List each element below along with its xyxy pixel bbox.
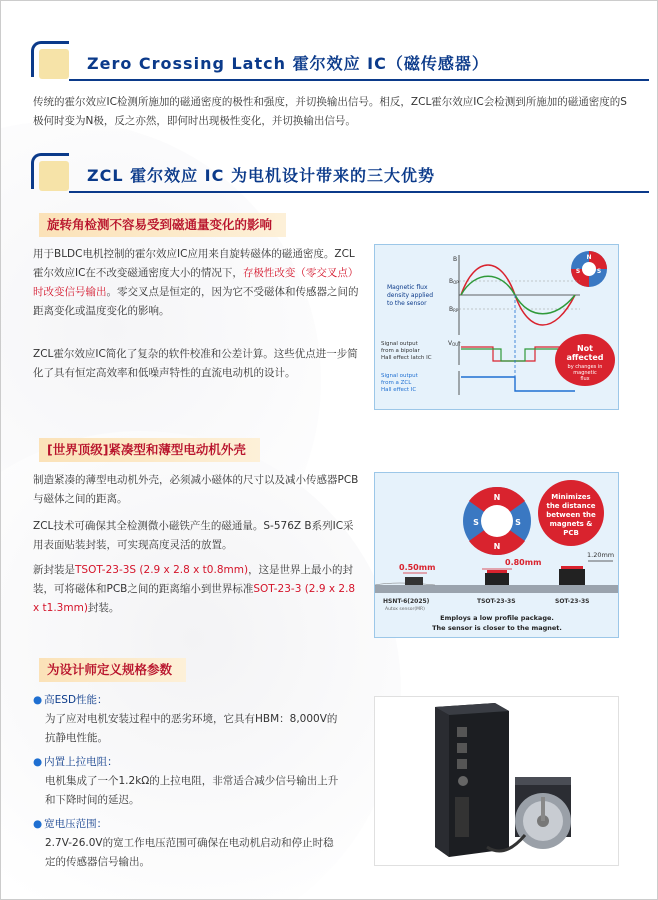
badge-line-1: Minimizes xyxy=(551,493,591,501)
zero-crossing-diagram xyxy=(374,244,619,410)
text-span: 新封装是 xyxy=(33,564,75,576)
advantage-2-paragraph-3 xyxy=(33,561,363,618)
spec-item xyxy=(33,815,343,872)
header-bracket xyxy=(31,41,69,77)
intro-paragraph: 传统的霍尔效应IC检测所施加的磁通密度的极性和强度，并切换输出信号。相反，ZCL霍尔效应IC会检测到所施加的磁通密度的S极何时变为N极，反之亦然，即何时出现极性变化，并切换输出信号。 xyxy=(33,96,627,127)
zcl-output xyxy=(461,377,575,391)
spec-item-title xyxy=(33,815,343,834)
spec-title-text: 高ESD性能： xyxy=(44,694,108,706)
package-comparison-diagram xyxy=(374,472,619,638)
spec-title-text: 内置上拉电阻： xyxy=(44,756,118,768)
bop-label: BOP xyxy=(449,278,459,285)
ring-s-label: S xyxy=(473,518,479,527)
header-rule xyxy=(69,79,649,81)
badge-main-line-2: affected xyxy=(566,353,604,362)
section-title: Zero Crossing Latch 霍尔效应 IC（磁传感器） xyxy=(87,54,489,73)
package-tsot xyxy=(485,573,509,585)
vout-label: VOUT xyxy=(448,340,461,347)
caption-line-2: The sensor is closer to the magnet. xyxy=(432,624,562,632)
text-span: 。零交叉点是恒定的，因为它不受磁体和传感器之间的距离变化或温度变化的影响。 xyxy=(33,286,359,317)
flux-label-line-2: density applied xyxy=(387,292,434,299)
port xyxy=(457,743,467,753)
highlight-text: SOT-23-3 (2.9 x 2.8 x t1.3mm) xyxy=(33,583,356,614)
highlight-text: 存极性改变（零交叉点）时改变信号输出 xyxy=(33,267,359,298)
advantage-1-heading: 旋转角检测不容易受到磁通量变化的影响 xyxy=(39,213,286,237)
flux-label-line-3: to the sensor xyxy=(387,300,427,307)
package-label-hsnt: HSNT-6(2025) xyxy=(383,598,430,605)
ring-n-label: N xyxy=(493,493,501,502)
caption-line-1: Employs a low profile package. xyxy=(440,614,554,622)
spec-title-text: 宽电压范围： xyxy=(44,818,108,830)
advantage-3-heading: 为设计师定义规格参数 xyxy=(39,658,186,682)
advantage-2-paragraph-1: 制造紧凑的薄型电动机外壳，必须减小磁体的尺寸以及减小传感器PCB与磁体之间的距离。 xyxy=(33,474,359,505)
port xyxy=(457,727,467,737)
section-title: ZCL 霍尔效应 IC 为电机设计带来的三大优势 xyxy=(87,166,435,185)
text-span: 封装。 xyxy=(87,602,120,614)
zcl-label-line-1: Signal output xyxy=(381,373,418,379)
flux-label-line-1: Magnetic flux xyxy=(387,284,428,291)
badge-sub-line-3: flux xyxy=(580,376,590,382)
badge-sub-line-2: magnetic xyxy=(573,370,597,376)
bipolar-label-line-3: Hall effect latch IC xyxy=(381,355,432,361)
section-header-advantages xyxy=(31,153,631,195)
package-label-tsot: TSOT-23-3S xyxy=(477,598,516,605)
package-hsnt xyxy=(405,577,423,585)
advantage-1-paragraph-2: ZCL霍尔效应IC简化了复杂的软件校准和公差计算。这些优点进一步简化了具有恒定高效率和低噪声特性的直流电动机的设计。 xyxy=(33,348,358,379)
spec-item-body: 电机集成了一个1.2kΩ的上拉电阻，非常适合减少信号输出上升和下降时间的延迟。 xyxy=(45,775,339,806)
magnet-n-label: N xyxy=(586,254,592,261)
spec-item-title xyxy=(33,691,343,710)
zcl-label-line-2: from a ZCL xyxy=(381,380,412,386)
badge-line-5: PCB xyxy=(563,529,579,537)
spec-item xyxy=(33,691,343,748)
package-sublabel-hsnt: Autox sensor(MR) xyxy=(385,607,425,612)
spec-item-body: 为了应对电机安装过程中的恶劣环境，它具有HBM：8,000V的抗静电性能。 xyxy=(45,713,338,744)
port xyxy=(457,759,467,769)
badge-main-line-1: Not xyxy=(576,344,594,353)
motor-photo-illustration xyxy=(375,697,618,865)
bullet-icon: ● xyxy=(33,818,43,830)
advantage-2-heading: [世界顶级]紧凑型和薄型电动机外壳 xyxy=(39,438,260,462)
bipolar-label-line-2: from a bipolar xyxy=(381,348,420,354)
pcb-board xyxy=(375,585,618,593)
dimension-sot: 1.20mm xyxy=(587,551,615,559)
advantage-2-paragraph-2: ZCL技术可确保其全检测微小磁铁产生的磁通量。S-576Z B系列IC采用表面贴装封装，可实现高度灵活的放置。 xyxy=(33,520,354,551)
bullet-icon: ● xyxy=(33,694,43,706)
ring-s-label: S xyxy=(515,518,521,527)
spec-list xyxy=(33,691,343,872)
package-label-sot: SOT-23-3S xyxy=(555,598,590,605)
bullet-icon: ● xyxy=(33,756,43,768)
header-rule xyxy=(69,191,649,193)
package-sot xyxy=(559,569,585,585)
waveform-diagram xyxy=(375,245,618,409)
dimension-tsot: 0.80mm xyxy=(505,558,542,567)
magnet-s-label: S xyxy=(596,268,602,275)
motor-controller-photo xyxy=(374,696,619,866)
sensor-die xyxy=(561,566,583,569)
ring-n-label: N xyxy=(493,542,501,551)
b-axis-label: B xyxy=(453,256,458,263)
advantage-1-paragraph-1 xyxy=(33,245,363,321)
spec-item-title xyxy=(33,753,343,772)
package-diagram xyxy=(375,473,618,637)
magnet-s-label: S xyxy=(575,268,581,275)
badge-line-3: between the xyxy=(546,511,596,519)
badge-sub-line-1: by changes in xyxy=(567,364,603,370)
header-bracket xyxy=(31,153,69,189)
text-span: ，这是世界上最小的封装，可将磁体和PCB之间的距离缩小到世界标准 xyxy=(33,564,354,595)
badge-line-2: the distance xyxy=(546,502,596,510)
section-header-zcl-ic xyxy=(31,41,631,83)
highlight-text: TSOT-23-3S (2.9 x 2.8 x t0.8mm) xyxy=(75,564,249,576)
badge-line-4: magnets & xyxy=(549,520,593,528)
terminal-strip xyxy=(455,797,469,837)
zcl-label-line-3: Hall effect IC xyxy=(381,387,417,393)
spec-item xyxy=(33,753,343,810)
spec-item-body: 2.7V-26.0V的宽工作电压范围可确保在电动机启动和停止时稳定的传感器信号输出。 xyxy=(45,837,334,868)
dimension-hsnt: 0.50mm xyxy=(399,563,436,572)
knob xyxy=(458,776,468,786)
sensor-die xyxy=(487,570,507,573)
text-span: 用于BLDC电机控制的霍尔效应IC应用来自旋转磁体的磁通密度。ZCL霍尔效应IC在不改变磁通密度大小的情况下， xyxy=(33,248,355,279)
brp-label: BRP xyxy=(449,306,459,313)
bipolar-label-line-1: Signal output xyxy=(381,341,418,347)
